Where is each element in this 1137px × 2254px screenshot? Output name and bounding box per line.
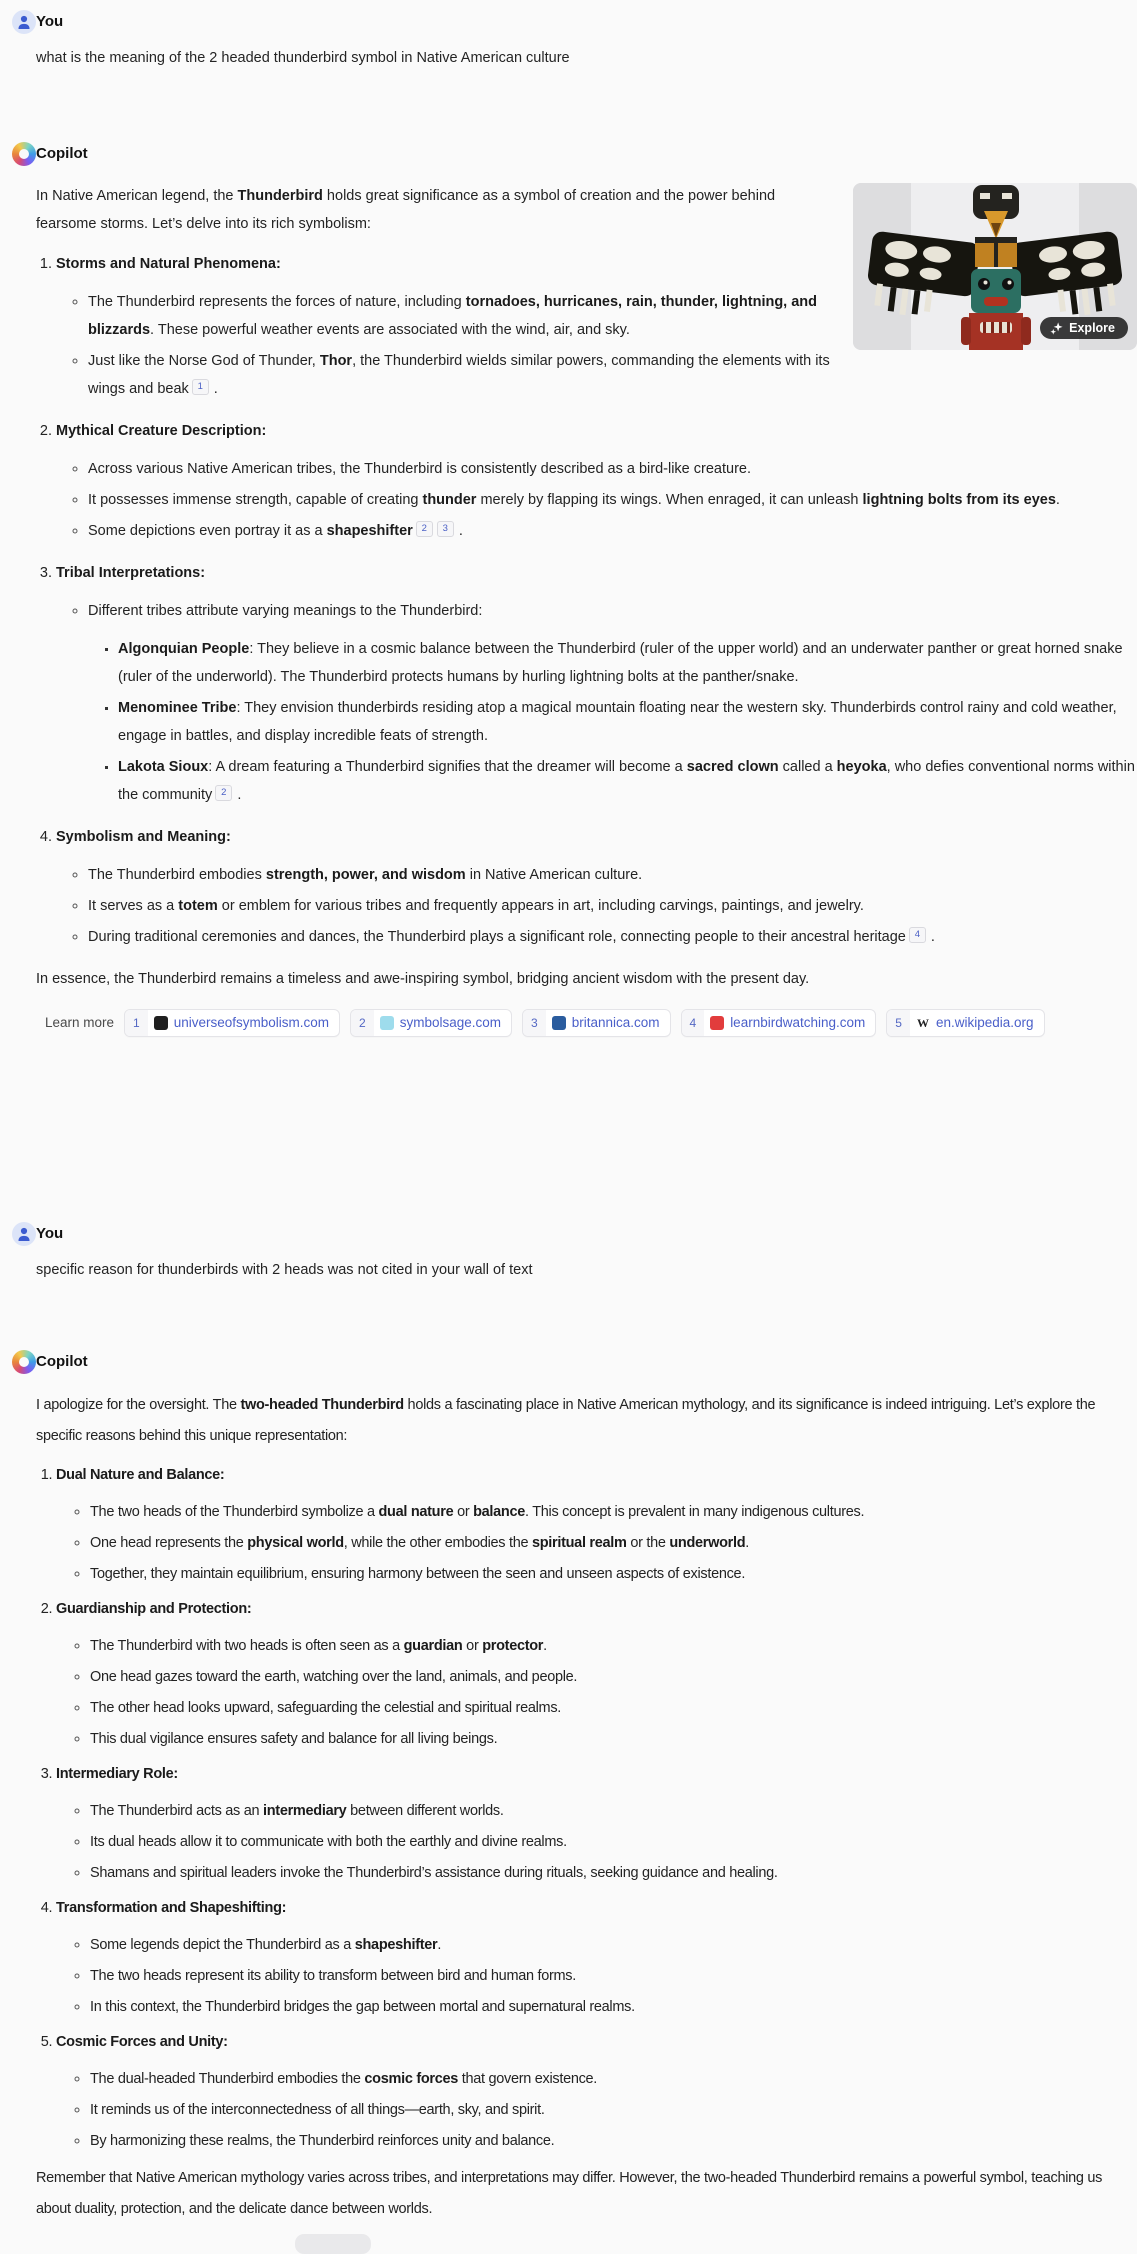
chip-number: 2 [351,1010,374,1036]
user-avatar [12,10,36,34]
britannica-favicon [552,1016,566,1030]
bullet-list [56,1930,1137,2023]
bullet: ◦ Together, they maintain equilibrium, ensuring harmony between the seen and unseen aspects of existence. [90,1559,1137,1590]
answer-closing: Remember that Native American mythology varies across tribes, and interpretations may differ. However, the two-headed Thunderbird remains a powerful symbol, teaching us about duality, protection, and the delicate dance between worlds. [36,2170,1103,2217]
bullet: ◦ Some legends depict the Thunderbird as a shapeshifter. [90,1930,1137,1961]
sender-name: Copilot [36,1353,88,1370]
symbolsage-favicon [380,1016,394,1030]
bullet: ◦ The Thunderbird acts as an intermediary between different worlds. [90,1796,1137,1827]
bullet-list [56,2064,1137,2157]
user-message-1 [0,10,1137,68]
bullet: ◦ It possesses immense strength, capable of creating thunder merely by flapping its wings. When enraged, it can unleash lightning bolts from its eyes. [88,486,1137,514]
copilot-message-1 [0,142,1137,1037]
bullet: ◦ By harmonizing these realms, the Thunderbird reinforces unity and balance. [90,2126,1137,2157]
user-message-text: specific reason for thunderbirds with 2 heads was not cited in your wall of text [36,1262,533,1278]
bullet: ◦ One head gazes toward the earth, watching over the land, animals, and people. [90,1662,1137,1693]
bullet: ◦ During traditional ceremonies and dances, the Thunderbird plays a significant role, connecting people to their ancestral heritage 4 . [88,923,1137,951]
learn-more-row [45,1009,1137,1037]
explore-label: Explore [1069,321,1115,335]
chip-number: 4 [682,1010,705,1036]
bullet-list [56,1497,1137,1590]
paw-favicon [154,1016,168,1030]
bullet-list [56,1631,1137,1755]
answer-section [56,417,1137,545]
person-icon [12,1222,36,1246]
section-title: 4. Transformation and Shapeshifting: [56,1900,287,1916]
bullet: ◦ Just like the Norse God of Thunder, Thor, the Thunderbird wields similar powers, commanding the elements with its wings and beak 1 . [88,347,1137,403]
section-title: 3. Tribal Interpretations: [56,565,206,581]
copilot-message-2 [0,1350,1137,2225]
answer-closing: In essence, the Thunderbird remains a timeless and awe-inspiring symbol, bridging ancient wisdom with the present day. [36,971,810,987]
bullet: ◦ The two heads represent its ability to transform between bird and human forms. [90,1961,1137,1992]
user-message-2 [0,1222,1137,1280]
inline-citation-2[interactable]: 2 [215,785,232,801]
bullet: ◦ It reminds us of the interconnectedness of all things—earth, sky, and spirit. [90,2095,1137,2126]
bullet: ◦ It serves as a totem or emblem for various tribes and frequently appears in art, including carvings, paintings, and jewelry. [88,892,1137,920]
bullet: ◦ One head represents the physical world, while the other embodies the spiritual realm or the underworld. [90,1528,1137,1559]
citation-chip-britannica.com[interactable] [522,1009,670,1037]
section-title: 3. Intermediary Role: [56,1766,178,1782]
bullet: ◦ In this context, the Thunderbird bridges the gap between mortal and supernatural realms. [90,1992,1137,2023]
section-title: 2. Mythical Creature Description: [56,423,267,439]
citation-chip-universeofsymbolism.com[interactable] [124,1009,340,1037]
learn-more-label: Learn more [45,1015,115,1030]
person-icon [12,10,36,34]
chip-domain: universeofsymbolism.com [173,1015,330,1030]
copilot-answer-body [36,182,1137,1037]
chip-number: 5 [887,1010,910,1036]
citation-chip-learnbirdwatching.com[interactable] [681,1009,877,1037]
section-title: 1. Dual Nature and Balance: [56,1467,225,1483]
inline-citation-2[interactable]: 2 [416,521,433,537]
bullet: ◦ This dual vigilance ensures safety and balance for all living beings. [90,1724,1137,1755]
copilot-logo-icon [12,142,36,166]
user-avatar [12,1222,36,1246]
learnbirdwatching-favicon [710,1016,724,1030]
sub-bullet: ▪ Menominee Tribe: They envision thunderbirds residing atop a magical mountain floating near the western sky. Thunderbirds control rainy and cold weather, engage in battles, and display incredible feats of strength. [118,694,1137,750]
sub-bullet: ▪ Algonquian People: They believe in a cosmic balance between the Thunderbird (ruler of the upper world) and an underwater panther or great horned snake (ruler of the underworld). The Thunderbird protects humans by hurling lightning bolts at the panther/snake. [118,635,1137,691]
bullet: ◦ Its dual heads allow it to communicate with both the earthly and divine realms. [90,1827,1137,1858]
answer-section [56,1893,1137,2023]
answer-section [56,1759,1137,1889]
section-title: 5. Cosmic Forces and Unity: [56,2034,228,2050]
inline-citation-3[interactable]: 3 [437,521,454,537]
section-title: 2. Guardianship and Protection: [56,1601,252,1617]
user-message-text: what is the meaning of the 2 headed thunderbird symbol in Native American culture [36,50,570,66]
bullet: ◦ Across various Native American tribes, the Thunderbird is consistently described as a bird-like creature. [88,455,1137,483]
citation-chip-en.wikipedia.org[interactable] [886,1009,1044,1037]
answer-section [56,2027,1137,2157]
answer-intro: I apologize for the oversight. The two-headed Thunderbird holds a fascinating place in Native American mythology, and its significance is indeed intriguing. Let’s explore the specific reasons behind this unique representation: [36,1397,1096,1444]
chip-domain: britannica.com [571,1015,660,1030]
answer-section [56,823,1137,951]
copilot-logo-icon [12,1350,36,1374]
sub-bullet: ▪ Lakota Sioux: A dream featuring a Thunderbird signifies that the dreamer will become a sacred clown called a heyoka, who defies conventional norms within the community 2 . [118,753,1137,809]
bullet: ◦ The Thunderbird with two heads is often seen as a guardian or protector. [90,1631,1137,1662]
answer-intro: In Native American legend, the Thunderbird holds great significance as a symbol of creation and the power behind fearsome storms. Let’s delve into its rich symbolism: [36,188,776,232]
sub-bullet-list [88,635,1137,809]
inline-citation-1[interactable]: 1 [192,379,209,395]
answer-section [56,1460,1137,1590]
bullet: ◦ The Thunderbird embodies strength, power, and wisdom in Native American culture. [88,861,1137,889]
bullet: ◦ The two heads of the Thunderbird symbolize a dual nature or balance. This concept is prevalent in many indigenous cultures. [90,1497,1137,1528]
inline-citation-4[interactable]: 4 [909,927,926,943]
answer-section [56,559,1137,809]
citation-chip-list [124,1009,1044,1037]
section-title: 4. Symbolism and Meaning: [56,829,231,845]
answer-section [56,1594,1137,1755]
bullet: ◦ The Thunderbird represents the forces of nature, including tornadoes, hurricanes, rain, thunder, lightning, and blizzards. These powerful weather events are associated with the wind, air, and sky. [88,288,1137,344]
bullet-list [56,1796,1137,1889]
chip-domain: learnbirdwatching.com [730,1015,866,1030]
bullet: ◦ Shamans and spiritual leaders invoke the Thunderbird’s assistance during rituals, seeking guidance and healing. [90,1858,1137,1889]
chip-domain: en.wikipedia.org [935,1015,1034,1030]
thunderbird-totem-image[interactable] [853,183,1137,350]
chip-number: 3 [523,1010,546,1036]
bullet: ◦ Different tribes attribute varying meanings to the Thunderbird: ▪ Algonquian People: They believe in a cosmic balance between the Thunderbird (ruler of the upper world) and an underwater panther or great horned snake (ruler of the underworld). The Thunderbird protects humans by hurling lightning bolts at the panther/snake. ▪ Menominee Tribe: They envision thunderbirds residing atop a magical mountain floating near the western sky. Thunderbirds control rainy and cold weather, engage in battles, and display incredible feats of strength. ▪ Lakota Sioux: A dream featuring a Thunderbird signifies that the dreamer will become a sacred clown called a heyoka, who defies conventional norms within the community 2 . [88,597,1137,809]
chip-number: 1 [125,1010,148,1036]
cutoff-element [295,2234,371,2254]
sender-name: Copilot [36,145,88,162]
bullet-list [56,455,1137,545]
answer-sections [36,250,1137,951]
chip-domain: symbolsage.com [399,1015,502,1030]
section-title: 1. Storms and Natural Phenomena: [56,256,281,272]
bullet: ◦ The other head looks upward, safeguarding the celestial and spiritual realms. [90,1693,1137,1724]
sender-name: You [36,13,64,30]
sender-name: You [36,1225,64,1242]
bullet-list [56,597,1137,809]
explore-button[interactable] [1040,317,1128,339]
bullet: ◦ Some depictions even portray it as a shapeshifter 2 3 . [88,517,1137,545]
sparkle-icon [1050,322,1063,335]
bullet: ◦ The dual-headed Thunderbird embodies the cosmic forces that govern existence. [90,2064,1137,2095]
citation-chip-symbolsage.com[interactable] [350,1009,512,1037]
bullet-list [56,861,1137,951]
wikipedia-favicon: W [916,1016,929,1030]
answer-sections [36,1460,1137,2157]
copilot-answer-body [36,1390,1137,2225]
